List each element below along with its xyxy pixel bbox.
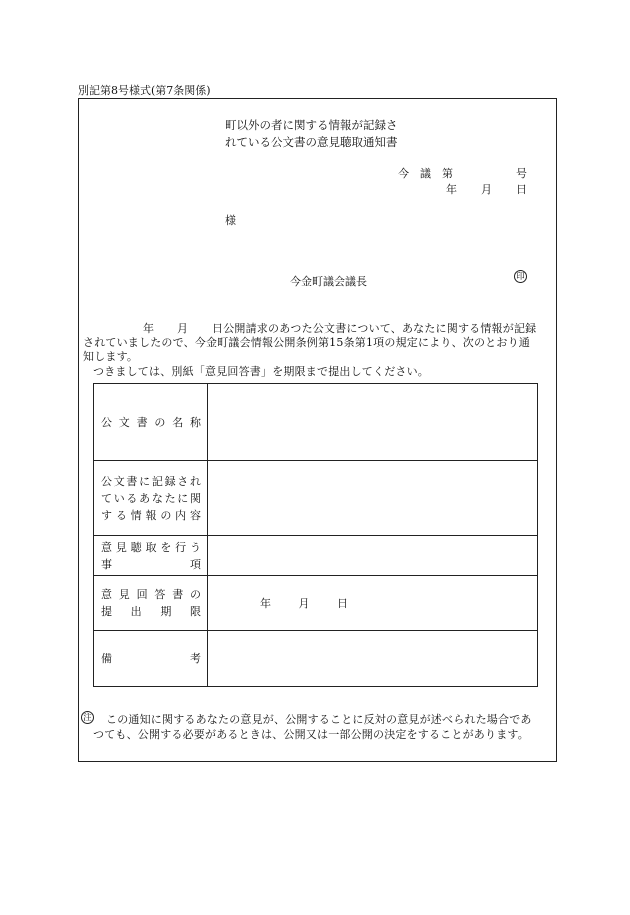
form-id: 別記第8号様式(第7条関係): [78, 84, 211, 97]
label-document-name: [94, 384, 208, 461]
date-year: 年: [446, 183, 457, 196]
table-row-hearing-matter: [94, 536, 538, 576]
table-row-document-name: [94, 384, 538, 461]
label-hearing-matter: [94, 536, 208, 576]
body-line-1-rest: 日公開請求のあつた公文書について、あなたに関する情報が記録: [212, 322, 537, 335]
value-info-content[interactable]: [208, 461, 538, 536]
note-mark: 注: [81, 711, 94, 724]
deadline-year: 年: [260, 597, 271, 610]
label-text: 意見回答書の: [101, 588, 201, 601]
value-document-name[interactable]: [208, 384, 538, 461]
value-deadline[interactable]: [208, 576, 538, 631]
note-line-1: この通知に関するあなたの意見が、公開することに反対の意見が述べられた場合であ: [106, 713, 532, 726]
label-text: 公文書の名称: [101, 415, 201, 429]
seal-mark: 印: [514, 270, 527, 283]
value-hearing-matter[interactable]: [208, 536, 538, 576]
doc-number-suffix: 号: [516, 167, 527, 180]
label-remarks: [94, 631, 208, 687]
recipient-suffix: 様: [225, 214, 236, 227]
info-table: [93, 383, 538, 687]
deadline-day: 日: [337, 597, 348, 610]
note-line-2: つても、公開する必要があるときは、公開又は一部公開の決定をすることがあります。: [93, 728, 529, 741]
label-deadline: [94, 576, 208, 631]
label-text: 事項: [101, 557, 201, 571]
title-line-2: れている公文書の意見聴取通知書: [225, 135, 398, 149]
label-info-content: [94, 461, 208, 536]
label-text: 公文書に記録され: [101, 474, 201, 488]
value-remarks[interactable]: [208, 631, 538, 687]
body-line-1-year: 年: [143, 322, 155, 335]
label-text: 提出期限: [101, 605, 201, 618]
sender: 今金町議会議長: [290, 275, 367, 288]
table-row-remarks: [94, 631, 538, 687]
table-row-deadline: [94, 576, 538, 631]
body-line-2: されていましたので、今金町議会情報公開条例第15条第1項の規定により、次のとおり通: [83, 336, 530, 349]
body-line-1-month: 月: [177, 322, 189, 335]
body-line-4: つきましては、別紙「意見回答書」を期限まで提出してください。: [93, 365, 429, 378]
body-line-3: 知します。: [83, 350, 139, 363]
doc-number-prefix: 今 議 第: [398, 167, 453, 180]
label-text: 意見聴取を行う: [101, 540, 201, 554]
label-text: する情報の内容: [101, 508, 201, 522]
deadline-month: 月: [298, 597, 310, 610]
table-row-info-content: [94, 461, 538, 536]
label-text: ているあなたに関: [101, 491, 201, 505]
title-line-1: 町以外の者に関する情報が記録さ: [225, 118, 398, 132]
date-month: 月: [481, 183, 492, 196]
label-text: 備考: [101, 652, 201, 665]
date-day: 日: [516, 183, 527, 196]
